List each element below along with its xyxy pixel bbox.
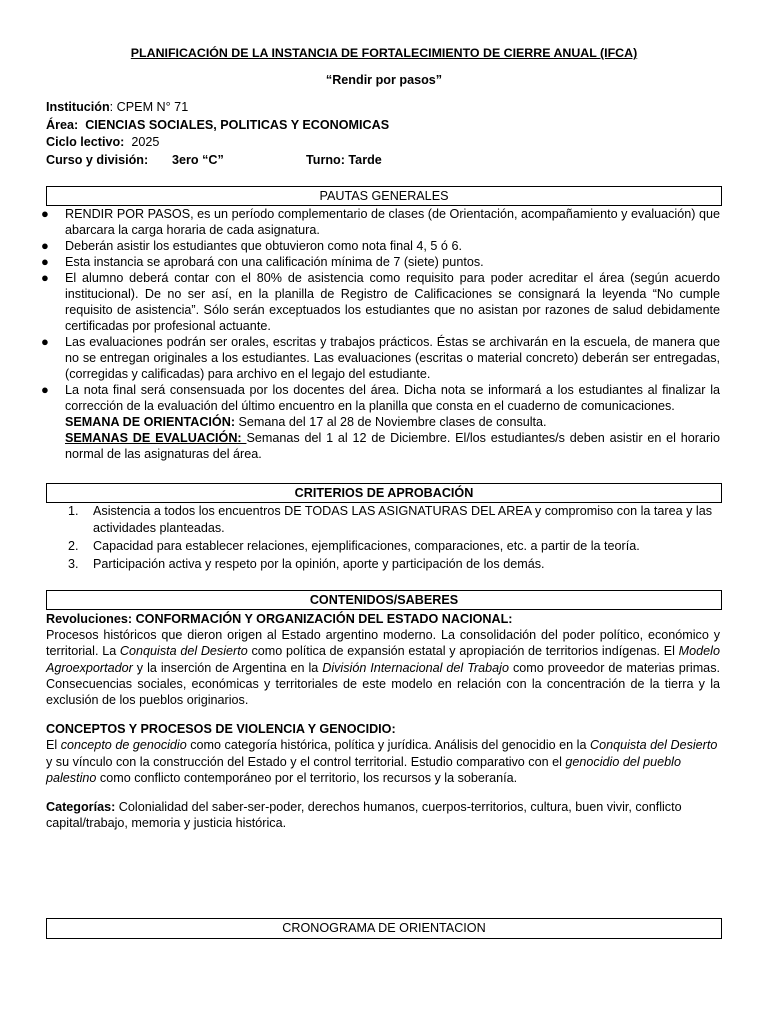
text-span: y su vínculo con la construcción del Estado y el control territorial. Estudio comparativo con el (46, 754, 566, 769)
text-span: División Internacional del Trabajo (322, 660, 509, 675)
list-item (46, 556, 720, 573)
pauta-text: Deberán asistir los estudiantes que obtuvieron como nota final 4, 5 ó 6. (65, 239, 462, 253)
bullet-icon: ● (41, 270, 49, 285)
list-item (41, 206, 720, 238)
curso-row (46, 152, 722, 170)
pauta-text: RENDIR POR PASOS, es un período complementario de clases (de Orientación, acompañamiento y evaluación) que abarcara la carga horaria de cada asignatura. (65, 207, 720, 237)
item-number: 2. (68, 539, 79, 553)
text-span: Modelo Agroexportador (46, 644, 720, 675)
item-number: 3. (68, 557, 79, 571)
text-span: como proveedor de materias primas. Consecuencias sociales, económicas y territoriales de este modelo en relación con la concentración de la tierra y la exclusión de los pueblos originarios. (46, 660, 720, 708)
criterio-text: Participación activa y respeto por la opinión, aporte y participación de los demás. (93, 557, 545, 571)
turno-label: Turno: Tarde (306, 152, 382, 167)
curso-label: Curso y división: (46, 152, 149, 167)
bullet-icon: ● (41, 206, 49, 221)
document-title: PLANIFICACIÓN DE LA INSTANCIA DE FORTALECIMIENTO DE CIERRE ANUAL (IFCA) (130, 46, 638, 60)
text-span: Conquista del Desierto (119, 644, 248, 659)
conceptos-heading: CONCEPTOS Y PROCESOS DE VIOLENCIA Y GENOCIDIO: (46, 722, 396, 737)
evaluacion-label: SEMANAS DE EVALUACIÓN: (65, 431, 247, 445)
list-item (41, 334, 720, 382)
text-span: El (46, 738, 61, 753)
orientacion-label: SEMANA DE ORIENTACIÓN: (65, 415, 236, 429)
area-value: CIENCIAS SOCIALES, POLITICAS Y ECONOMICAS (85, 117, 390, 132)
document-subtitle: “Rendir por pasos” (325, 73, 443, 87)
revoluciones-heading (46, 611, 720, 627)
list-item (41, 382, 720, 462)
text-span: concepto de genocidio (60, 738, 187, 753)
semana-orientacion (65, 414, 720, 430)
revoluciones-paragraph (46, 627, 720, 708)
list-item (46, 503, 720, 537)
institucion-row (46, 99, 722, 117)
list-item (41, 254, 720, 270)
ciclo-label: Ciclo lectivo: (46, 135, 125, 149)
pautas-list (41, 206, 720, 462)
pautas-heading: PAUTAS GENERALES (46, 186, 722, 206)
bullet-icon: ● (41, 334, 49, 349)
conceptos-paragraph (46, 737, 720, 786)
institucion-label: Institución (46, 100, 110, 114)
criterios-list (46, 503, 720, 574)
revoluciones-label: Revoluciones: (46, 612, 133, 626)
cronograma-heading: CRONOGRAMA DE ORIENTACION (46, 918, 722, 939)
bullet-icon: ● (41, 382, 49, 397)
orientacion-text: Semana del 17 al 28 de Noviembre clases de consulta. (235, 415, 547, 429)
ciclo-row (46, 134, 722, 152)
item-number: 1. (68, 504, 79, 518)
categorias-text: Colonialidad del saber-ser-poder, derechos humanos, cuerpos-territorios, cultura, buen vivir, conflicto capital/trabajo, memoria y justicia histórica. (46, 800, 682, 831)
text-span: como categoría histórica, política y jurídica. Análisis del genocidio en la (186, 738, 590, 753)
list-item (41, 270, 720, 334)
evaluacion-text: Semanas del 1 al 12 de Diciembre. El/los estudiantes/s deben asistir en el horario normal de las asignaturas del área. (65, 431, 720, 461)
categorias-paragraph (46, 799, 720, 831)
pauta-text: El alumno deberá contar con el 80% de asistencia como requisito para poder acreditar el área (según acuerdo institucional). De no ser así, en la planilla de Registro de Calificaciones se consignará la leyenda “No cumple requisito de asistencia”. Sólo serán exceptuados los estudiantes que no asistan por razones de salud debidamente certificadas por profesional actuante. (65, 271, 720, 333)
contenidos-heading: CONTENIDOS/SABERES (46, 590, 722, 610)
curso-value: 3ero “C” (172, 152, 224, 167)
area-row (46, 117, 722, 135)
pauta-text: Las evaluaciones podrán ser orales, escritas y trabajos prácticos. Éstas se archivarán en la escuela, de manera que no se entregan originales a los estudiantes. Las evaluaciones (escritas o material concreto) deberán ser entregadas, (corregidas y calificadas) para archivo en el legajo del estudiante. (65, 335, 720, 381)
semanas-evaluacion (65, 430, 720, 462)
institucion-value: : CPEM N° 71 (109, 100, 189, 114)
criterio-text: Asistencia a todos los encuentros DE TODAS LAS ASIGNATURAS DEL AREA y compromiso con la tarea y las actividades planteadas. (93, 504, 712, 535)
categorias-label: Categorías: (46, 800, 116, 815)
criterio-text: Capacidad para establecer relaciones, ejemplificaciones, comparaciones, etc. a partir de la teoría. (93, 539, 640, 553)
area-label: Área: (46, 117, 79, 132)
text-span: Conquista del Desierto (589, 738, 718, 753)
ciclo-value: 2025 (131, 135, 160, 149)
text-span: como conflicto contemporáneo por el territorio, los recursos y la soberanía. (96, 770, 518, 785)
text-span: y la inserción de Argentina en la (132, 660, 323, 675)
list-item (46, 538, 720, 555)
institution-info (46, 99, 722, 169)
list-item (41, 238, 720, 254)
pauta-text: Esta instancia se aprobará con una calificación mínima de 7 (siete) puntos. (65, 255, 484, 269)
bullet-icon: ● (41, 238, 49, 253)
bullet-icon: ● (41, 254, 49, 269)
criterios-heading: CRITERIOS DE APROBACIÓN (46, 483, 722, 503)
pauta-text: La nota final será consensuada por los docentes del área. Dicha nota se informará a los estudiantes al finalizar la corrección de la evaluación del último encuentro en la planilla que consta en el cuaderno de comunicaciones. (65, 383, 720, 413)
text-span: genocidio del pueblo palestino (46, 754, 681, 785)
text-span: Procesos históricos que dieron origen al Estado argentino moderno. La consolidación del poder político, económico y territorial. La (46, 628, 720, 659)
contenidos-body (46, 611, 720, 831)
revoluciones-title: CONFORMACIÓN Y ORGANIZACIÓN DEL ESTADO NACIONAL: (132, 612, 513, 626)
text-span: como política de expansión estatal y apropiación de territorios indígenas. El (247, 644, 679, 659)
